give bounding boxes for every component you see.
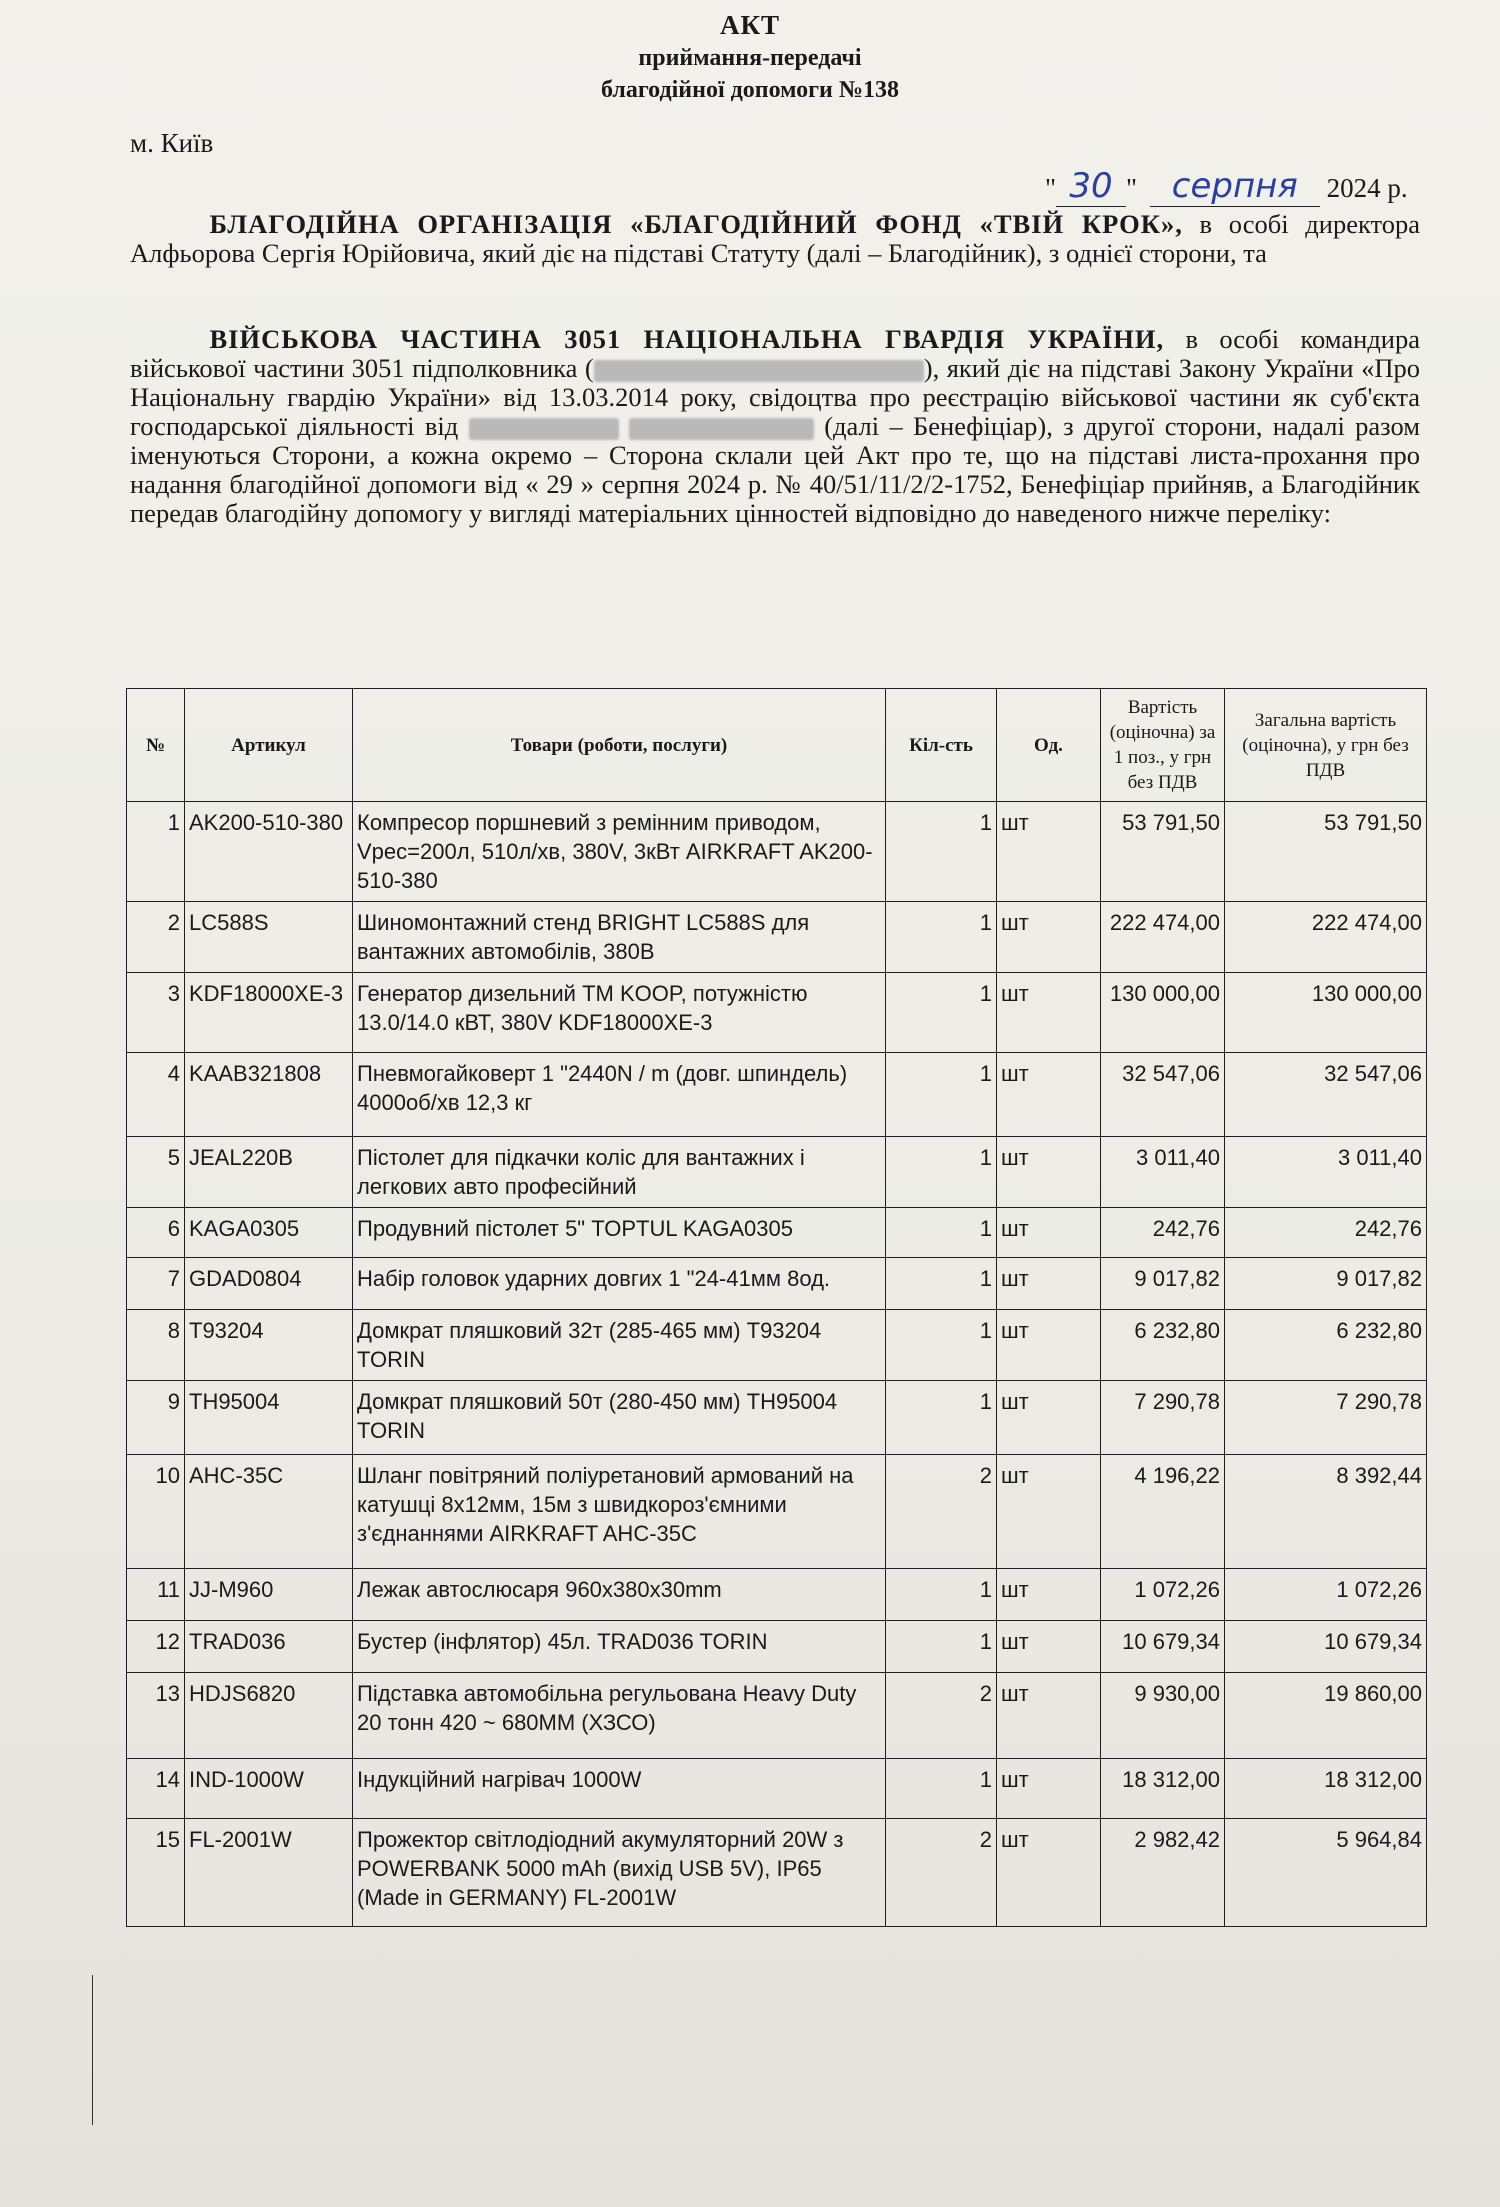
table-row	[127, 802, 1427, 902]
row-unit-price: 10 679,34	[1101, 1621, 1225, 1673]
row-number: 2	[127, 902, 185, 973]
header-goods: Товари (роботи, послуги)	[353, 689, 886, 802]
row-article: KAGA0305	[185, 1208, 353, 1258]
header-total: Загальна вартість (оціночна), у грн без ПДВ	[1225, 689, 1427, 802]
row-article: IND-1000W	[185, 1759, 353, 1819]
table-row	[127, 1673, 1427, 1759]
table-row	[127, 1819, 1427, 1927]
row-quantity: 1	[886, 1759, 997, 1819]
row-article: LC588S	[185, 902, 353, 973]
date-month: серпня	[1150, 166, 1320, 207]
row-unit-price: 4 196,22	[1101, 1455, 1225, 1569]
beneficiary-text-1: в особі командира військової частини 3051 підполковника (	[130, 324, 1420, 383]
row-unit-price: 53 791,50	[1101, 802, 1225, 902]
row-unit: шт	[997, 1208, 1101, 1258]
row-unit: шт	[997, 973, 1101, 1053]
row-unit: шт	[997, 1673, 1101, 1759]
date-day: 30	[1056, 166, 1126, 207]
table-row	[127, 1455, 1427, 1569]
row-number: 10	[127, 1455, 185, 1569]
row-number: 4	[127, 1053, 185, 1137]
row-unit: шт	[997, 902, 1101, 973]
redacted-name	[594, 360, 924, 382]
row-unit-price: 9 017,82	[1101, 1258, 1225, 1310]
row-total-price: 242,76	[1225, 1208, 1427, 1258]
row-article: GDAD0804	[185, 1258, 353, 1310]
row-number: 11	[127, 1569, 185, 1621]
row-quantity: 1	[886, 1053, 997, 1137]
row-quantity: 1	[886, 1137, 997, 1208]
row-total-price: 32 547,06	[1225, 1053, 1427, 1137]
row-article: FL-2001W	[185, 1819, 353, 1927]
row-number: 13	[127, 1673, 185, 1759]
row-number: 14	[127, 1759, 185, 1819]
row-quantity: 2	[886, 1455, 997, 1569]
row-total-price: 5 964,84	[1225, 1819, 1427, 1927]
row-total-price: 53 791,50	[1225, 802, 1427, 902]
date-year: 2024 р.	[1326, 173, 1408, 203]
donor-name: БЛАГОДІЙНА ОРГАНІЗАЦІЯ «БЛАГОДІЙНИЙ ФОНД «ТВІЙ КРОК»,	[209, 209, 1183, 239]
row-total-price: 7 290,78	[1225, 1381, 1427, 1455]
row-goods-name: Домкрат пляшковий 32т (285-465 мм) T93204 TORIN	[353, 1310, 886, 1381]
row-article: HDJS6820	[185, 1673, 353, 1759]
row-quantity: 1	[886, 1621, 997, 1673]
table-row	[127, 902, 1427, 973]
row-unit: шт	[997, 1621, 1101, 1673]
header-num: №	[127, 689, 185, 802]
row-number: 12	[127, 1621, 185, 1673]
row-unit-price: 242,76	[1101, 1208, 1225, 1258]
row-unit-price: 2 982,42	[1101, 1819, 1225, 1927]
row-quantity: 1	[886, 1208, 997, 1258]
row-unit: шт	[997, 1569, 1101, 1621]
row-total-price: 19 860,00	[1225, 1673, 1427, 1759]
row-article: TH95004	[185, 1381, 353, 1455]
row-number: 15	[127, 1819, 185, 1927]
row-goods-name: Шланг повітряний поліуретановий армований на катушці 8х12мм, 15м з швидкороз'ємними з'єднаннями AIRKRAFT AHC-35C	[353, 1455, 886, 1569]
row-goods-name: Лежак автослюсаря 960х380х30mm	[353, 1569, 886, 1621]
row-total-price: 130 000,00	[1225, 973, 1427, 1053]
row-article: AHC-35C	[185, 1455, 353, 1569]
row-total-price: 3 011,40	[1225, 1137, 1427, 1208]
row-goods-name: Компресор поршневий з ремінним приводом, Vрес=200л, 510л/хв, 380V, 3кВт AIRKRAFT AK200-510-380	[353, 802, 886, 902]
row-unit: шт	[997, 1759, 1101, 1819]
row-quantity: 2	[886, 1819, 997, 1927]
table-row	[127, 1310, 1427, 1381]
row-goods-name: Прожектор світлодіодний акумуляторний 20W з POWERBANK 5000 mAh (вихід USB 5V), IP65 (Made in GERMANY) FL-2001W	[353, 1819, 886, 1927]
row-article: TRAD036	[185, 1621, 353, 1673]
row-unit-price: 18 312,00	[1101, 1759, 1225, 1819]
row-total-price: 9 017,82	[1225, 1258, 1427, 1310]
row-total-price: 6 232,80	[1225, 1310, 1427, 1381]
row-goods-name: Генератор дизельний ТМ KOOP, потужністю 13.0/14.0 кВТ, 380V KDF18000XE-3	[353, 973, 886, 1053]
row-unit-price: 1 072,26	[1101, 1569, 1225, 1621]
row-number: 8	[127, 1310, 185, 1381]
row-number: 6	[127, 1208, 185, 1258]
row-unit-price: 32 547,06	[1101, 1053, 1225, 1137]
row-unit-price: 6 232,80	[1101, 1310, 1225, 1381]
header-unit: Од.	[997, 689, 1101, 802]
row-quantity: 1	[886, 1310, 997, 1381]
table-row	[127, 1258, 1427, 1310]
row-total-price: 222 474,00	[1225, 902, 1427, 973]
row-quantity: 1	[886, 973, 997, 1053]
redacted-date	[469, 418, 619, 440]
row-goods-name: Пневмогайковерт 1 "2440N / m (довг. шпиндель) 4000об/хв 12,3 кг	[353, 1053, 886, 1137]
table-header-row	[127, 689, 1427, 802]
items-table	[126, 688, 1427, 1927]
row-unit: шт	[997, 1258, 1101, 1310]
beneficiary-text-2: ), який діє на підставі Закону України «Про Національну гвардію України» від 13.03.2014 року, свідоцтва про реєстрацію військової частини як суб'єкта господарської діяльності від	[130, 353, 1420, 441]
table-row	[127, 1381, 1427, 1455]
row-goods-name: Набір головок ударних довгих 1 "24-41мм 8од.	[353, 1258, 886, 1310]
row-number: 1	[127, 802, 185, 902]
document-title: АКТ	[719, 10, 781, 40]
row-goods-name: Індукційний нагрівач 1000W	[353, 1759, 886, 1819]
row-article: AK200-510-380	[185, 802, 353, 902]
row-article: KAAB321808	[185, 1053, 353, 1137]
redacted-number	[629, 418, 814, 440]
row-goods-name: Шиномонтажний стенд BRIGHT LC588S для вантажних автомобілів, 380В	[353, 902, 886, 973]
row-article: T93204	[185, 1310, 353, 1381]
row-unit: шт	[997, 1819, 1101, 1927]
row-total-price: 18 312,00	[1225, 1759, 1427, 1819]
row-number: 5	[127, 1137, 185, 1208]
table-row	[127, 1137, 1427, 1208]
beneficiary-name: ВІЙСЬКОВА ЧАСТИНА 3051 НАЦІОНАЛЬНА ГВАРДІЯ УКРАЇНИ,	[209, 324, 1165, 354]
row-goods-name: Бустер (інфлятор) 45л. TRAD036 TORIN	[353, 1621, 886, 1673]
donor-text: в особі директора Алфьорова Сергія Юрійовича, який діє на підставі Статуту (далі – Благодійник), з однієї сторони, та	[130, 209, 1420, 268]
header-article: Артикул	[185, 689, 353, 802]
table-row	[127, 1569, 1427, 1621]
header-price: Вартість (оціночна) за 1 поз., у грн без ПДВ	[1101, 689, 1225, 802]
document-date: " 30 " серпня 2024 р.	[1045, 166, 1408, 206]
city: м. Київ	[130, 128, 214, 158]
row-quantity: 2	[886, 1673, 997, 1759]
row-unit-price: 7 290,78	[1101, 1381, 1225, 1455]
row-unit: шт	[997, 802, 1101, 902]
row-goods-name: Підставка автомобільна регульована Heavy Duty 20 тонн 420 ~ 680ММ (ХЗСО)	[353, 1673, 886, 1759]
row-unit-price: 222 474,00	[1101, 902, 1225, 973]
header-qty: Кіл-сть	[886, 689, 997, 802]
row-quantity: 1	[886, 1258, 997, 1310]
row-unit: шт	[997, 1310, 1101, 1381]
table-row	[127, 973, 1427, 1053]
row-total-price: 1 072,26	[1225, 1569, 1427, 1621]
table-row	[127, 1053, 1427, 1137]
row-quantity: 1	[886, 1381, 997, 1455]
row-total-price: 10 679,34	[1225, 1621, 1427, 1673]
row-unit: шт	[997, 1137, 1101, 1208]
document-subtitle-2: благодійної допомоги №138	[601, 77, 899, 103]
beneficiary-text-3: (далі – Бенефіціар), з другої сторони, надалі разом іменуються Сторони, а кожна окремо – Сторона склали цей Акт про те, що на підставі листа-прохання про надання благодійної допомоги від « 29 » серпня 2024 р. № 40/51/11/2/2-1752, Бенефіціар прийняв, а Благодійник передав благодійну допомогу у вигляді матеріальних цінностей відповідно до наведеного нижче переліку:	[130, 411, 1420, 528]
row-article: JJ-M960	[185, 1569, 353, 1621]
document-header	[0, 8, 1500, 106]
row-quantity: 1	[886, 902, 997, 973]
row-quantity: 1	[886, 1569, 997, 1621]
row-article: KDF18000XE-3	[185, 973, 353, 1053]
donor-paragraph	[130, 210, 1420, 268]
row-unit: шт	[997, 1053, 1101, 1137]
row-unit: шт	[997, 1381, 1101, 1455]
row-unit: шт	[997, 1455, 1101, 1569]
beneficiary-paragraph	[130, 325, 1420, 528]
row-total-price: 8 392,44	[1225, 1455, 1427, 1569]
row-article: JEAL220B	[185, 1137, 353, 1208]
row-unit-price: 130 000,00	[1101, 973, 1225, 1053]
row-goods-name: Продувний пістолет 5" TOPTUL KAGA0305	[353, 1208, 886, 1258]
table-row	[127, 1759, 1427, 1819]
row-goods-name: Пістолет для підкачки коліс для вантажних і легкових авто професійний	[353, 1137, 886, 1208]
row-number: 7	[127, 1258, 185, 1310]
row-number: 3	[127, 973, 185, 1053]
table-body	[127, 802, 1427, 1927]
table-row	[127, 1208, 1427, 1258]
margin-line	[92, 1975, 93, 2125]
row-quantity: 1	[886, 802, 997, 902]
row-unit-price: 3 011,40	[1101, 1137, 1225, 1208]
table-row	[127, 1621, 1427, 1673]
row-goods-name: Домкрат пляшковий 50т (280-450 мм) TH95004 TORIN	[353, 1381, 886, 1455]
row-unit-price: 9 930,00	[1101, 1673, 1225, 1759]
document-subtitle-1: приймання-передачі	[638, 45, 862, 71]
row-number: 9	[127, 1381, 185, 1455]
